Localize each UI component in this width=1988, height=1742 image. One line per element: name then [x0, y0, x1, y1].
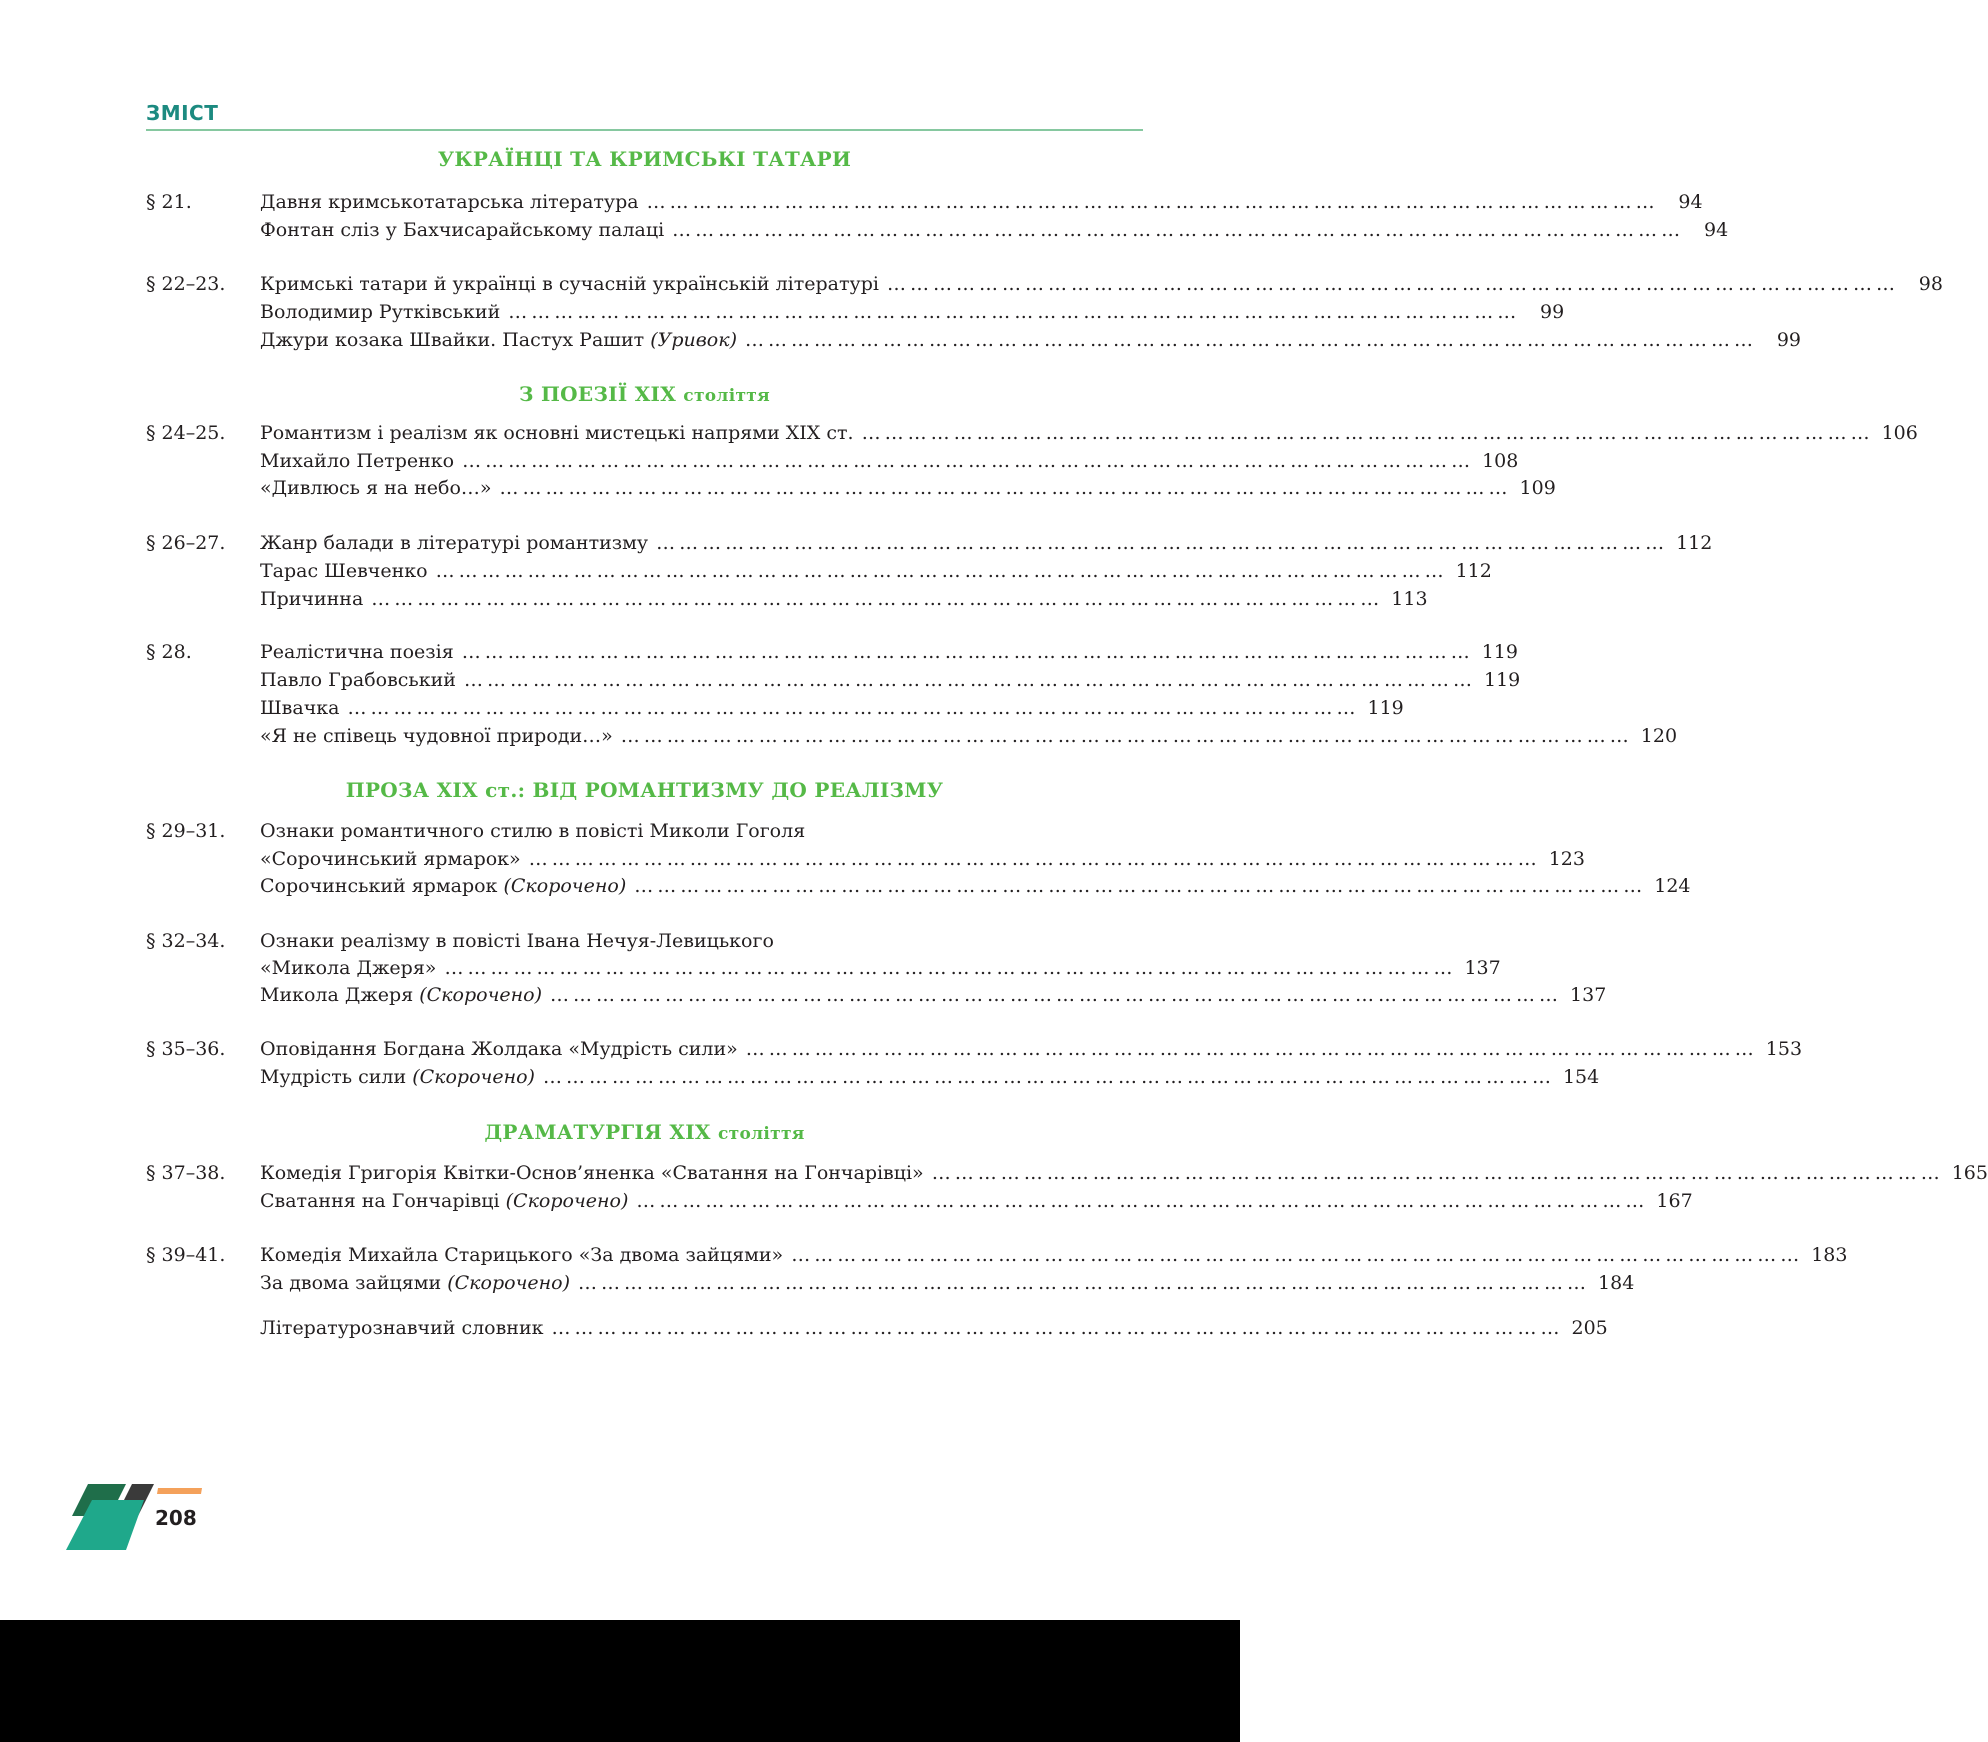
section-title: [146, 778, 1143, 802]
page-ref: 153: [1765, 1038, 1803, 1060]
toc-entry[interactable]: [146, 216, 1729, 244]
section-title-text: УКРАЇНЦІ ТА КРИМСЬКІ ТАТАРИ: [437, 147, 852, 171]
page-ref: 112: [1676, 532, 1713, 554]
toc-entry[interactable]: [146, 1035, 1803, 1063]
page-ref: 124: [1654, 875, 1691, 897]
entry-title: «Микола Джеря»: [260, 957, 437, 979]
paragraph-number: § 32–34.: [146, 930, 226, 952]
dot-leader: ……………………………………………………………………………………………………………………: [528, 848, 1541, 870]
entry-title: Оповідання Богдана Жолдака «Мудрість сили»: [260, 1038, 738, 1060]
section-title-text: ПРОЗА ХІХ ст.: ВІД РОМАНТИЗМУ ДО РЕАЛІЗМУ: [345, 778, 944, 802]
entry-title: Володимир Рутківський: [260, 301, 501, 323]
dot-leader: ……………………………………………………………………………………………………………………: [745, 1038, 1758, 1060]
page-ref: 120: [1640, 725, 1678, 747]
page-header-title: ЗМІСТ: [146, 101, 219, 125]
toc-entry[interactable]: [146, 1159, 1988, 1187]
paragraph-number: § 21.: [146, 191, 192, 213]
page-ref: 109: [1519, 477, 1556, 499]
toc-entry[interactable]: [146, 694, 1404, 722]
toc-entry[interactable]: [146, 298, 1565, 326]
paragraph-number: § 28.: [146, 641, 192, 663]
paragraph-number: § 26–27.: [146, 532, 226, 554]
paragraph-number: § 29–31.: [146, 820, 226, 842]
entry-title: Реалістична поезія: [260, 641, 454, 663]
dot-leader: ……………………………………………………………………………………………………………………: [435, 560, 1448, 582]
entry-title: Джури козака Швайки. Пастух Рашит (Уривок): [260, 329, 737, 351]
entry-title: Михайло Петренко: [260, 450, 455, 472]
page-ref: 113: [1391, 588, 1428, 610]
dot-leader: ……………………………………………………………………………………………………………………: [463, 669, 1476, 691]
entry-title: Давня кримськотатарська література: [260, 191, 639, 213]
section-title-suffix: століття: [717, 1124, 805, 1144]
toc-entry[interactable]: [146, 447, 1519, 475]
page-ref: 137: [1570, 984, 1607, 1006]
page-ref: 94: [1678, 191, 1703, 213]
entry-title: Фонтан сліз у Бахчисарайському палаці: [260, 219, 665, 241]
dot-leader: ……………………………………………………………………………………………………………………: [444, 957, 1457, 979]
page-ref: 108: [1482, 450, 1519, 472]
toc-entry[interactable]: [146, 188, 1703, 216]
entry-title: «Дивлюсь я на небо…»: [260, 477, 492, 499]
entry-title: Сорочинський ярмарок (Скорочено): [260, 875, 627, 897]
dot-leader: ……………………………………………………………………………………………………………………: [886, 273, 1899, 295]
dot-leader: ……………………………………………………………………………………………………………………: [745, 329, 1757, 351]
toc-entry[interactable]: [146, 474, 1556, 502]
entry-title: За двома зайцями (Скорочено): [260, 1272, 571, 1294]
header-divider: [146, 129, 1143, 131]
dot-leader: ……………………………………………………………………………………………………………………: [347, 697, 1360, 719]
page-ref: 119: [1367, 697, 1404, 719]
toc-entry[interactable]: [146, 1187, 1693, 1215]
paragraph-number: § 22–23.: [146, 273, 226, 295]
page-ref: 94: [1703, 219, 1729, 241]
entry-title: Комедія Григорія Квітки-Основ’яненка «Сватання на Гончарівці»: [260, 1162, 924, 1184]
toc-entry[interactable]: [146, 1314, 1608, 1342]
entry-title: Микола Джеря (Скорочено): [260, 984, 543, 1006]
toc-entry[interactable]: [146, 722, 1678, 750]
dot-leader: ……………………………………………………………………………………………………………………: [620, 725, 1633, 747]
section-title-text: ДРАМАТУРГІЯ ХІХ: [484, 1120, 718, 1144]
dot-leader: ……………………………………………………………………………………………………………………: [508, 301, 1521, 323]
entry-title: Павло Грабовський: [260, 669, 456, 691]
page-ref: 99: [1540, 301, 1565, 323]
dot-leader: ……………………………………………………………………………………………………………………: [672, 219, 1685, 241]
page-ref: 183: [1811, 1244, 1848, 1266]
dot-leader: ……………………………………………………………………………………………………………………: [656, 532, 1669, 554]
dot-leader: ……………………………………………………………………………………………………………………: [462, 450, 1475, 472]
dot-leader: ……………………………………………………………………………………………………………………: [371, 588, 1384, 610]
page-ref: 123: [1548, 848, 1585, 870]
toc-entry[interactable]: [146, 1063, 1600, 1091]
dot-leader: ……………………………………………………………………………………………………………………: [461, 641, 1474, 663]
toc-entry[interactable]: [146, 638, 1518, 666]
page-ref: 137: [1464, 957, 1501, 979]
toc-entry[interactable]: [146, 326, 1801, 354]
toc-entry[interactable]: [146, 817, 1118, 845]
dot-leader: ……………………………………………………………………………………………………………………: [551, 1317, 1564, 1339]
paragraph-number: § 37–38.: [146, 1162, 226, 1184]
dot-leader: ……………………………………………………………………………………………………………………: [861, 422, 1874, 444]
dot-leader: ……………………………………………………………………………………………………………………: [499, 477, 1512, 499]
page-ref: 119: [1483, 669, 1521, 691]
page-ref: 99: [1776, 329, 1801, 351]
entry-title: Романтизм і реалізм як основні мистецькі напрями ХІХ ст.: [260, 422, 854, 444]
entry-title: Літературознавчий словник: [260, 1317, 544, 1339]
entry-title: Ознаки реалізму в повісті Івана Нечуя-Левицького: [260, 930, 774, 952]
entry-title: Кримські татари й українці в сучасній українській літературі: [260, 273, 879, 295]
dot-leader: ……………………………………………………………………………………………………………………: [634, 875, 1647, 897]
dot-leader: ……………………………………………………………………………………………………………………: [636, 1190, 1649, 1212]
entry-title: Причинна: [260, 588, 364, 610]
dot-leader: ……………………………………………………………………………………………………………………: [542, 1066, 1555, 1088]
page-ref: 184: [1598, 1272, 1635, 1294]
dot-leader: ……………………………………………………………………………………………………………………: [791, 1244, 1804, 1266]
toc-entry[interactable]: [146, 872, 1691, 900]
toc-entry[interactable]: [146, 1241, 1848, 1269]
dot-leader: ……………………………………………………………………………………………………………………: [931, 1162, 1944, 1184]
entry-title: Мудрість сили (Скорочено): [260, 1066, 535, 1088]
toc-entry[interactable]: [146, 927, 1118, 955]
section-title: [146, 1120, 1143, 1144]
section-title: [146, 382, 1143, 406]
entry-title: Жанр балади в літературі романтизму: [260, 532, 649, 554]
scan-bottom-band: [0, 1620, 1240, 1742]
dot-leader: ……………………………………………………………………………………………………………………: [578, 1272, 1591, 1294]
section-title-suffix: століття: [683, 386, 770, 406]
paragraph-number: § 35–36.: [146, 1038, 226, 1060]
page-ref: 98: [1918, 273, 1943, 295]
toc-entry[interactable]: [146, 529, 1713, 557]
entry-title: Швачка: [260, 697, 340, 719]
toc-entry[interactable]: [146, 1269, 1635, 1297]
entry-title: Комедія Михайла Старицького «За двома зайцями»: [260, 1244, 784, 1266]
entry-title: «Я не співець чудовної природи…»: [260, 725, 613, 747]
toc-entry[interactable]: [146, 981, 1607, 1009]
page-ref: 167: [1656, 1190, 1693, 1212]
page-ref: 205: [1571, 1317, 1608, 1339]
page-ref: 119: [1481, 641, 1518, 663]
toc-entry[interactable]: [146, 954, 1501, 982]
entry-title: Сватання на Гончарівці (Скорочено): [260, 1190, 629, 1212]
page-ref: 165: [1951, 1162, 1988, 1184]
dot-leader: ……………………………………………………………………………………………………………………: [646, 191, 1659, 213]
dot-leader: ……………………………………………………………………………………………………………………: [550, 984, 1563, 1006]
toc-entry[interactable]: [146, 666, 1521, 694]
paragraph-number: § 39–41.: [146, 1244, 226, 1266]
entry-title: «Сорочинський ярмарок»: [260, 848, 521, 870]
page-ref: 112: [1455, 560, 1492, 582]
entry-title: Ознаки романтичного стилю в повісті Миколи Гоголя: [260, 820, 806, 842]
section-title: [146, 147, 1143, 171]
toc-entry[interactable]: [146, 845, 1585, 873]
page-number: 208: [155, 1506, 197, 1530]
toc-entry[interactable]: [146, 585, 1428, 613]
toc-entry[interactable]: [146, 270, 1943, 298]
toc-entry[interactable]: [146, 557, 1492, 585]
entry-title: Тарас Шевченко: [260, 560, 428, 582]
page-ref: 106: [1881, 422, 1918, 444]
toc-entry[interactable]: [146, 419, 1918, 447]
section-title-text: З ПОЕЗІЇ ХІХ: [519, 382, 684, 406]
page-ref: 154: [1562, 1066, 1600, 1088]
paragraph-number: § 24–25.: [146, 422, 226, 444]
